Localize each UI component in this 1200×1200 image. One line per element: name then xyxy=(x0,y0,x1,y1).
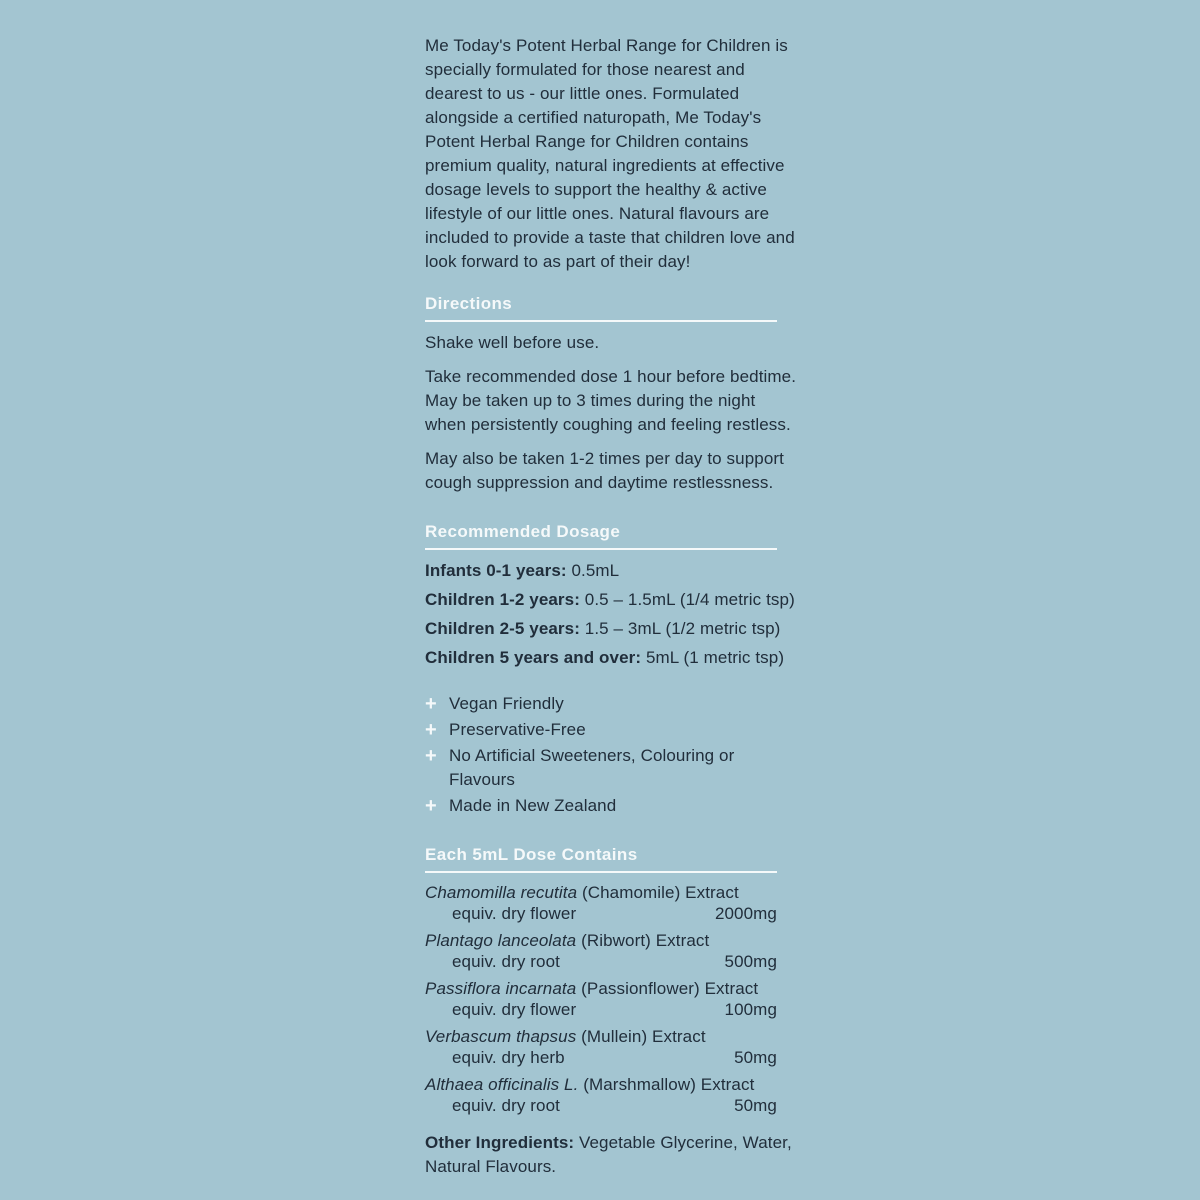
botanical-name: Passiflora incarnata xyxy=(425,979,577,998)
feature-item xyxy=(425,794,797,818)
directions-section xyxy=(425,293,797,495)
heading-rule xyxy=(425,871,777,873)
dosage-section xyxy=(425,521,797,670)
composition-heading: Each 5mL Dose Contains xyxy=(425,845,638,864)
equiv-label: equiv. dry herb xyxy=(452,1048,565,1067)
ingredient-amount: 50mg xyxy=(734,1048,777,1067)
equiv-label: equiv. dry flower xyxy=(452,1000,577,1019)
ingredient-row xyxy=(425,1026,797,1068)
dosage-amount: 5mL (1 metric tsp) xyxy=(645,648,785,667)
plus-bullet-icon: + xyxy=(425,795,437,817)
botanical-name: Chamomilla recutita xyxy=(425,883,578,902)
dosage-row xyxy=(425,559,797,583)
plus-bullet-icon: + xyxy=(425,693,437,715)
feature-label: Preservative-Free xyxy=(449,720,586,739)
ingredient-row xyxy=(425,882,797,924)
plus-bullet-icon: + xyxy=(425,719,437,741)
common-name: (Passionflower) Extract xyxy=(581,979,759,998)
feature-label: No Artificial Sweeteners, Colouring or Flavours xyxy=(449,746,735,789)
directions-paragraph: Shake well before use. xyxy=(425,333,600,352)
botanical-name: Plantago lanceolata xyxy=(425,931,577,950)
dosage-age-label: Children 1-2 years: xyxy=(425,590,580,609)
dosage-age-label: Infants 0-1 years: xyxy=(425,561,567,580)
composition-section xyxy=(425,844,797,1116)
other-ingredients-label: Other Ingredients: xyxy=(425,1133,575,1152)
feature-label: Made in New Zealand xyxy=(449,796,617,815)
dosage-amount: 0.5 – 1.5mL (1/4 metric tsp) xyxy=(584,590,795,609)
ingredient-amount: 2000mg xyxy=(714,904,777,923)
product-info-panel xyxy=(425,34,797,1179)
dosage-heading: Recommended Dosage xyxy=(425,522,621,541)
equiv-label: equiv. dry flower xyxy=(452,904,577,923)
botanical-name: Althaea officinalis L. xyxy=(425,1075,579,1094)
feature-item xyxy=(425,718,797,742)
feature-item xyxy=(425,744,797,792)
common-name: (Ribwort) Extract xyxy=(581,931,710,950)
heading-rule xyxy=(425,320,777,322)
common-name: (Mullein) Extract xyxy=(581,1027,706,1046)
dosage-amount: 1.5 – 3mL (1/2 metric tsp) xyxy=(584,619,781,638)
directions-heading: Directions xyxy=(425,294,513,313)
plus-bullet-icon: + xyxy=(425,745,437,767)
feature-item xyxy=(425,692,797,716)
ingredient-amount: 500mg xyxy=(724,952,777,971)
dosage-row xyxy=(425,588,797,612)
botanical-name: Verbascum thapsus xyxy=(425,1027,577,1046)
ingredient-row xyxy=(425,978,797,1020)
heading-rule xyxy=(425,548,777,550)
other-ingredients-value: Vegetable Glycerine, Water, Natural Flavours. xyxy=(425,1133,792,1176)
ingredient-amount: 100mg xyxy=(724,1000,777,1019)
ingredient-amount: 50mg xyxy=(734,1096,777,1115)
common-name: (Chamomile) Extract xyxy=(581,883,739,902)
equiv-label: equiv. dry root xyxy=(452,952,560,971)
equiv-label: equiv. dry root xyxy=(452,1096,560,1115)
dosage-row xyxy=(425,646,797,670)
dosage-age-label: Children 5 years and over: xyxy=(425,648,642,667)
dosage-amount: 0.5mL xyxy=(571,561,620,580)
feature-label: Vegan Friendly xyxy=(449,694,564,713)
ingredient-row xyxy=(425,930,797,972)
other-ingredients-line xyxy=(425,1131,797,1179)
common-name: (Marshmallow) Extract xyxy=(583,1075,755,1094)
intro-paragraph: Me Today's Potent Herbal Range for Children is specially formulated for those nearest and dearest to us - our little ones. Formulated alongside a certified naturopath, Me Today's Potent Herbal Range for Children contains premium quality, natural ingredients at effective dosage levels to support the healthy & active lifestyle of our little ones. Natural flavours are included to provide a taste that children love and look forward to as part of their day! xyxy=(425,36,795,271)
dosage-age-label: Children 2-5 years: xyxy=(425,619,580,638)
directions-paragraph: Take recommended dose 1 hour before bedtime. May be taken up to 3 times during the night when persistently coughing and feeling restless. xyxy=(425,367,797,434)
ingredient-row xyxy=(425,1074,797,1116)
directions-paragraph: May also be taken 1-2 times per day to support cough suppression and daytime restlessness. xyxy=(425,449,784,492)
features-list xyxy=(425,692,797,818)
other-ingredients-section xyxy=(425,1131,797,1179)
dosage-row xyxy=(425,617,797,641)
